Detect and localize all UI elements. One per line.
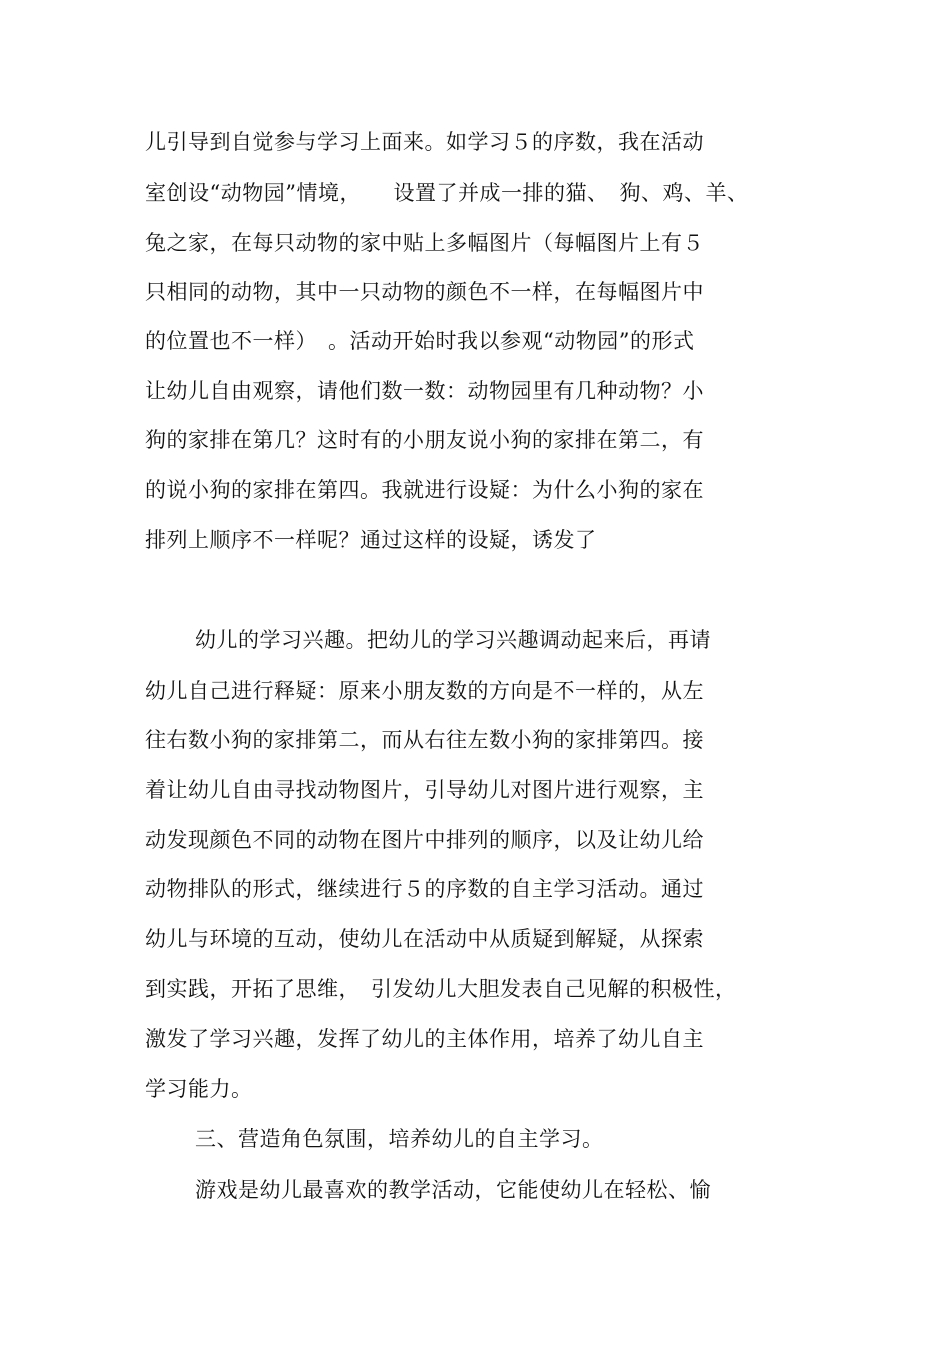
text-line: 儿引导到自觉参与学习上面来。如学习５的序数，我在活动 [145,130,704,154]
text-line: 学习能力。 [145,1077,253,1101]
text-line: 的位置也不一样） 。活动开始时我以参观“动物园”的形式 [145,329,695,353]
text-line: 动物排队的形式，继续进行５的序数的自主学习活动。通过 [145,877,704,901]
text-line: 着让幼儿自由寻找动物图片，引导幼儿对图片进行观察，主 [145,778,704,802]
text-line: 让幼儿自由观察，请他们数一数：动物园里有几种动物？小 [145,379,704,403]
text-line: 排列上顺序不一样呢？通过这样的设疑，诱发了 [145,528,597,552]
text-line: 室创设“动物园”情境， 设置了并成一排的猫、 狗、鸡、羊、 [145,181,749,205]
paragraph-first-line: 幼儿的学习兴趣。把幼儿的学习兴趣调动起来后，再请 [195,628,711,652]
text-line: 只相同的动物，其中一只动物的颜色不一样，在每幅图片中 [145,280,704,304]
text-line: 幼儿自己进行释疑：原来小朋友数的方向是不一样的，从左 [145,679,704,703]
text-line: 往右数小狗的家排第二，而从右往左数小狗的家排第四。接 [145,728,704,752]
text-line: 幼儿与环境的互动，使幼儿在活动中从质疑到解疑，从探索 [145,927,704,951]
text-line: 激发了学习兴趣，发挥了幼儿的主体作用，培养了幼儿自主 [145,1027,704,1051]
text-line: 到实践，开拓了思维， 引发幼儿大胆发表自己见解的积极性， [145,977,737,1001]
text-line: 动发现颜色不同的动物在图片中排列的顺序，以及让幼儿给 [145,828,704,852]
section-heading: 三、营造角色氛围，培养幼儿的自主学习。 [195,1127,604,1151]
text-line: 的说小狗的家排在第四。我就进行设疑：为什么小狗的家在 [145,478,704,502]
text-line: 狗的家排在第几？这时有的小朋友说小狗的家排在第二，有 [145,428,704,452]
text-line: 兔之家，在每只动物的家中贴上多幅图片（每幅图片上有５ [145,231,704,255]
paragraph-first-line: 游戏是幼儿最喜欢的教学活动，它能使幼儿在轻松、愉 [195,1178,711,1202]
